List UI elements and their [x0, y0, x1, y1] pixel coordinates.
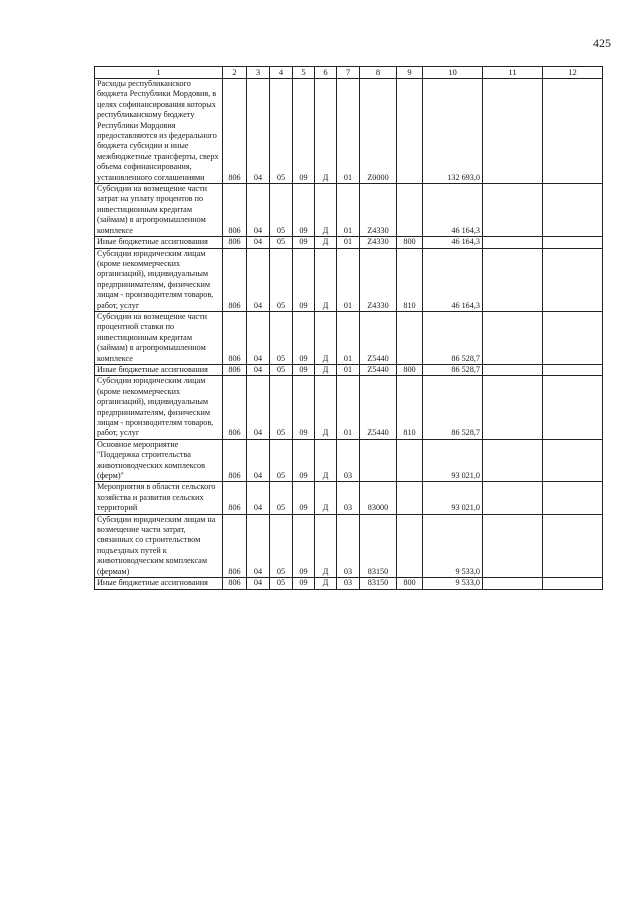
- cell-expense-type: 800: [397, 364, 423, 375]
- cell-col12: [543, 439, 603, 482]
- cell-activity: 01: [337, 79, 360, 184]
- row-name: Субсидии на возмещение части затрат на уплату процентов по инвестиционным кредитам (займам) в агропромышленном комплексе: [95, 184, 223, 237]
- cell-subprogram: Д: [315, 311, 337, 364]
- cell-ministry: 806: [223, 514, 247, 577]
- cell-col12: [543, 79, 603, 184]
- cell-subprogram: Д: [315, 439, 337, 482]
- table-row: [95, 237, 603, 248]
- cell-section: 04: [247, 248, 270, 311]
- column-header: 11: [483, 67, 543, 79]
- row-name: Субсидии юридическим лицам на возмещение части затрат, связанных со строительством подъездных путей к животноводческим комплексам (фермам): [95, 514, 223, 577]
- row-name: Основное мероприятие "Поддержка строительства животноводческих комплексов (ферм)": [95, 439, 223, 482]
- cell-col11: [483, 79, 543, 184]
- table-row: [95, 184, 603, 237]
- cell-direction: [360, 439, 397, 482]
- cell-program: 09: [293, 578, 315, 589]
- cell-col12: [543, 482, 603, 514]
- budget-table: [94, 66, 603, 590]
- cell-subprogram: Д: [315, 79, 337, 184]
- cell-activity: 01: [337, 376, 360, 439]
- cell-col12: [543, 578, 603, 589]
- row-name: Иные бюджетные ассигнования: [95, 364, 223, 375]
- cell-col11: [483, 311, 543, 364]
- cell-col12: [543, 311, 603, 364]
- cell-ministry: 806: [223, 482, 247, 514]
- cell-program: 09: [293, 184, 315, 237]
- cell-subprogram: Д: [315, 482, 337, 514]
- cell-program: 09: [293, 376, 315, 439]
- cell-section: 04: [247, 184, 270, 237]
- table-row: [95, 578, 603, 589]
- cell-expense-type: 800: [397, 237, 423, 248]
- column-header: 9: [397, 67, 423, 79]
- cell-amount: 93 021,0: [423, 439, 483, 482]
- cell-activity: 01: [337, 364, 360, 375]
- cell-subsection: 05: [270, 439, 293, 482]
- cell-activity: 03: [337, 482, 360, 514]
- row-name: Иные бюджетные ассигнования: [95, 578, 223, 589]
- column-header: 5: [293, 67, 315, 79]
- cell-activity: 03: [337, 514, 360, 577]
- table-row: [95, 482, 603, 514]
- cell-col11: [483, 364, 543, 375]
- cell-col11: [483, 514, 543, 577]
- cell-program: 09: [293, 311, 315, 364]
- column-header: 8: [360, 67, 397, 79]
- row-name: Иные бюджетные ассигнования: [95, 237, 223, 248]
- table-row: [95, 364, 603, 375]
- cell-subsection: 05: [270, 376, 293, 439]
- cell-expense-type: [397, 79, 423, 184]
- cell-activity: 03: [337, 439, 360, 482]
- cell-subprogram: Д: [315, 376, 337, 439]
- cell-subsection: 05: [270, 184, 293, 237]
- cell-activity: 01: [337, 311, 360, 364]
- cell-ministry: 806: [223, 184, 247, 237]
- cell-program: 09: [293, 364, 315, 375]
- cell-section: 04: [247, 578, 270, 589]
- column-header: 3: [247, 67, 270, 79]
- cell-direction: Z4330: [360, 248, 397, 311]
- cell-direction: 83150: [360, 514, 397, 577]
- cell-expense-type: [397, 439, 423, 482]
- cell-expense-type: [397, 311, 423, 364]
- cell-col12: [543, 184, 603, 237]
- table-row: [95, 439, 603, 482]
- cell-section: 04: [247, 482, 270, 514]
- cell-subprogram: Д: [315, 184, 337, 237]
- page-number: 425: [593, 36, 611, 50]
- header-row: [95, 67, 603, 79]
- cell-subsection: 05: [270, 482, 293, 514]
- column-header: 10: [423, 67, 483, 79]
- cell-amount: 9 533,0: [423, 514, 483, 577]
- cell-col12: [543, 514, 603, 577]
- cell-direction: Z5440: [360, 311, 397, 364]
- cell-ministry: 806: [223, 376, 247, 439]
- cell-direction: Z5440: [360, 376, 397, 439]
- cell-ministry: 806: [223, 364, 247, 375]
- cell-amount: 86 528,7: [423, 311, 483, 364]
- cell-ministry: 806: [223, 311, 247, 364]
- table-row: [95, 248, 603, 311]
- cell-direction: 83150: [360, 578, 397, 589]
- cell-ministry: 806: [223, 248, 247, 311]
- cell-subprogram: Д: [315, 237, 337, 248]
- row-name: Субсидии юридическим лицам (кроме некоммерческих организаций), индивидуальным предпринимателям, физическим лицам - производителям товаров, работ, услуг: [95, 248, 223, 311]
- cell-col11: [483, 482, 543, 514]
- cell-subsection: 05: [270, 578, 293, 589]
- cell-program: 09: [293, 248, 315, 311]
- row-name: Расходы республиканского бюджета Республики Мордовия, в целях софинансирования которых республиканскому бюджету Республики Мордовия предоставляются из федерального бюджета субсидии и иные межбюджетные трансферты, сверх объема софинансирования, установленного соглашениями: [95, 79, 223, 184]
- cell-subsection: 05: [270, 364, 293, 375]
- cell-subprogram: Д: [315, 514, 337, 577]
- cell-col12: [543, 248, 603, 311]
- cell-subsection: 05: [270, 248, 293, 311]
- cell-subsection: 05: [270, 311, 293, 364]
- cell-subprogram: Д: [315, 364, 337, 375]
- cell-ministry: 806: [223, 439, 247, 482]
- column-header: 2: [223, 67, 247, 79]
- cell-program: 09: [293, 79, 315, 184]
- cell-amount: 86 528,7: [423, 364, 483, 375]
- cell-program: 09: [293, 514, 315, 577]
- column-header: 7: [337, 67, 360, 79]
- cell-col11: [483, 578, 543, 589]
- cell-col12: [543, 376, 603, 439]
- column-header: 1: [95, 67, 223, 79]
- cell-direction: Z0000: [360, 79, 397, 184]
- cell-expense-type: 810: [397, 248, 423, 311]
- cell-col12: [543, 364, 603, 375]
- row-name: Субсидии юридическим лицам (кроме некоммерческих организаций), индивидуальным предпринимателям, физическим лицам - производителям товаров, работ, услуг: [95, 376, 223, 439]
- cell-activity: 01: [337, 237, 360, 248]
- cell-subsection: 05: [270, 237, 293, 248]
- cell-section: 04: [247, 376, 270, 439]
- cell-section: 04: [247, 514, 270, 577]
- row-name: Мероприятия в области сельского хозяйства и развития сельских территорий: [95, 482, 223, 514]
- cell-amount: 86 528,7: [423, 376, 483, 439]
- cell-subprogram: Д: [315, 578, 337, 589]
- cell-section: 04: [247, 364, 270, 375]
- cell-expense-type: 800: [397, 578, 423, 589]
- cell-subsection: 05: [270, 79, 293, 184]
- column-header: 12: [543, 67, 603, 79]
- cell-ministry: 806: [223, 79, 247, 184]
- cell-col11: [483, 237, 543, 248]
- cell-program: 09: [293, 439, 315, 482]
- cell-direction: Z5440: [360, 364, 397, 375]
- cell-col12: [543, 237, 603, 248]
- table-row: [95, 79, 603, 184]
- column-header: 6: [315, 67, 337, 79]
- cell-section: 04: [247, 439, 270, 482]
- cell-activity: 03: [337, 578, 360, 589]
- cell-expense-type: 810: [397, 376, 423, 439]
- cell-ministry: 806: [223, 578, 247, 589]
- cell-amount: 46 164,3: [423, 184, 483, 237]
- cell-col11: [483, 184, 543, 237]
- cell-program: 09: [293, 237, 315, 248]
- cell-amount: 9 533,0: [423, 578, 483, 589]
- row-name: Субсидии на возмещение части процентной ставки по инвестиционным кредитам (займам) в агропромышленном комплексе: [95, 311, 223, 364]
- cell-expense-type: [397, 482, 423, 514]
- cell-section: 04: [247, 237, 270, 248]
- table-row: [95, 311, 603, 364]
- table-row: [95, 514, 603, 577]
- cell-expense-type: [397, 184, 423, 237]
- cell-col11: [483, 376, 543, 439]
- cell-subprogram: Д: [315, 248, 337, 311]
- cell-section: 04: [247, 79, 270, 184]
- cell-amount: 132 693,0: [423, 79, 483, 184]
- table-row: [95, 376, 603, 439]
- cell-amount: 93 021,0: [423, 482, 483, 514]
- cell-direction: Z4330: [360, 184, 397, 237]
- column-header: 4: [270, 67, 293, 79]
- cell-activity: 01: [337, 248, 360, 311]
- cell-section: 04: [247, 311, 270, 364]
- cell-amount: 46 164,3: [423, 237, 483, 248]
- cell-activity: 01: [337, 184, 360, 237]
- cell-ministry: 806: [223, 237, 247, 248]
- cell-subsection: 05: [270, 514, 293, 577]
- cell-direction: Z4330: [360, 237, 397, 248]
- cell-col11: [483, 248, 543, 311]
- cell-col11: [483, 439, 543, 482]
- cell-expense-type: [397, 514, 423, 577]
- cell-amount: 46 164,3: [423, 248, 483, 311]
- cell-direction: 83000: [360, 482, 397, 514]
- cell-program: 09: [293, 482, 315, 514]
